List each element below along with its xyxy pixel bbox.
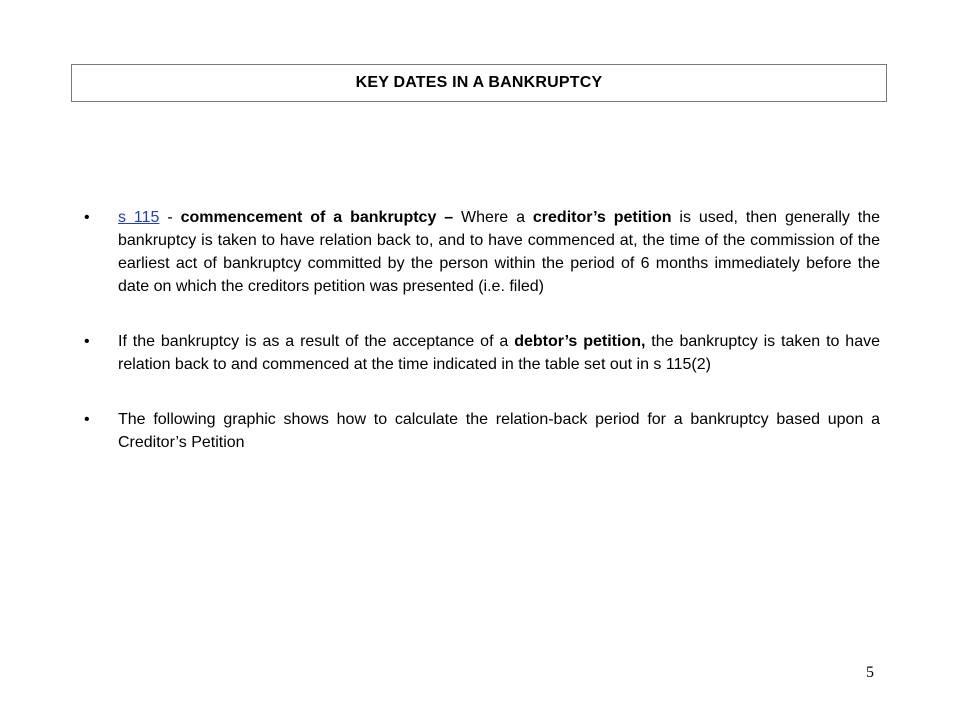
- page-number: 5: [866, 664, 874, 681]
- bullet-text: If the bankruptcy is as a result of the acceptance of a: [118, 333, 515, 350]
- bullet-icon: •: [84, 411, 90, 428]
- bullet-icon: •: [84, 333, 90, 350]
- bullet-text: Where a: [453, 209, 533, 226]
- s115-link[interactable]: s 115: [118, 209, 160, 226]
- bullet-bold-text: debtor’s petition,: [514, 333, 646, 350]
- bullet-item-commencement: [84, 206, 880, 298]
- bullet-item-debtors-petition: [84, 330, 880, 376]
- bullet-list: [84, 206, 880, 454]
- bullet-text: the bankruptcy is taken to have relation back to and commenced at the time indicated in the table set out in s 115(2): [118, 333, 880, 373]
- bullet-icon: •: [84, 209, 90, 226]
- page-title: KEY DATES IN A BANKRUPTCY: [355, 74, 603, 91]
- bullet-text: -: [159, 209, 181, 226]
- bullet-bold-text: commencement of a bankruptcy –: [180, 209, 454, 226]
- title-box: [71, 64, 887, 102]
- bullet-bold-text: creditor’s petition: [532, 209, 672, 226]
- bullet-text: is used, then generally the bankruptcy is taken to have relation back to, and to have commenced at, the time of the commission of the earliest act of bankruptcy committed by the person within the period of 6 months immediately before the date on which the creditors petition was presented (i.e. filed): [118, 209, 881, 295]
- bullet-item-graphic-intro: [84, 408, 880, 454]
- bullet-text: The following graphic shows how to calculate the relation-back period for a bankruptcy based upon a Creditor’s Petition: [118, 411, 880, 451]
